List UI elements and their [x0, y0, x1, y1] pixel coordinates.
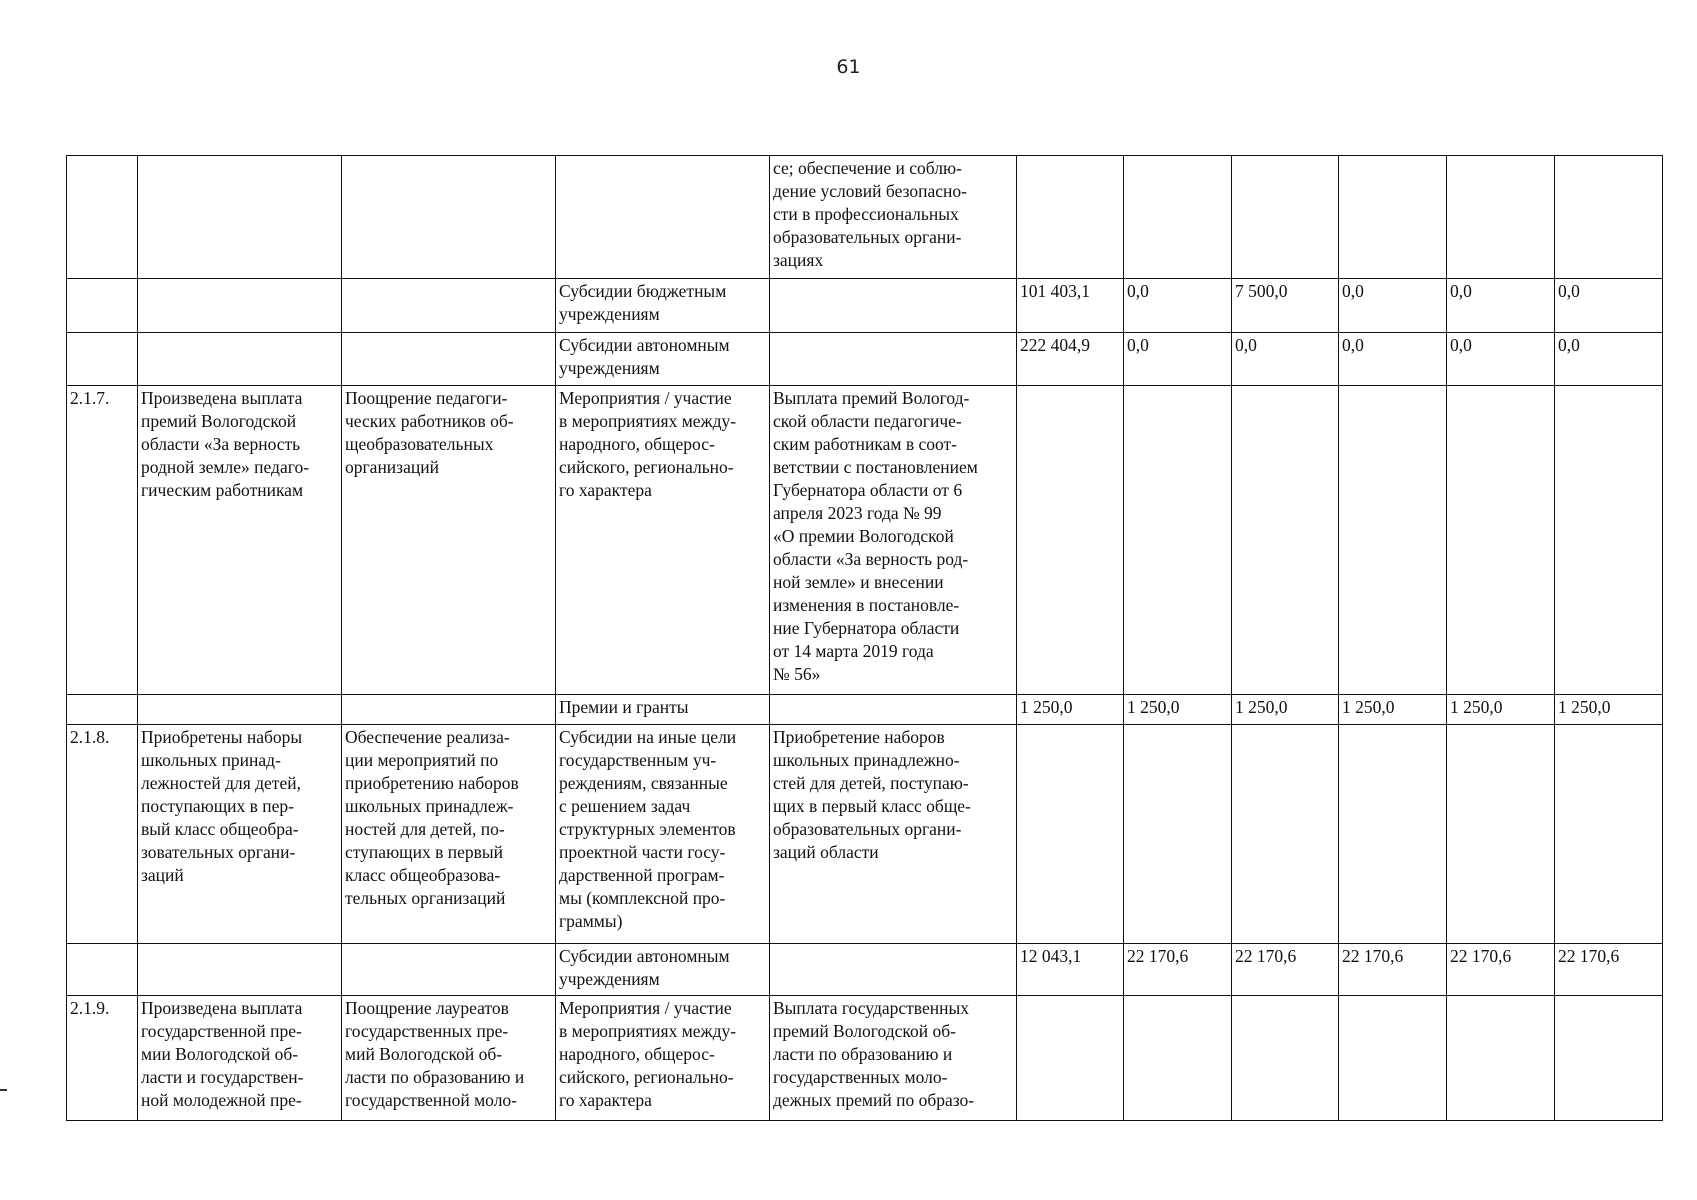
amount-cell-4 — [1339, 725, 1447, 944]
result-cell — [138, 695, 342, 725]
expense-type-cell: Мероприятия / участие в мероприятиях между- народного, общерос- сийского, регионально- го характера — [556, 996, 770, 1121]
result-cell — [138, 944, 342, 996]
result-cell — [138, 156, 342, 279]
budget-table — [66, 155, 1663, 1121]
row-number-cell — [67, 944, 138, 996]
result-cell: Произведена выплата премий Вологодской области «За верность родной земле» педаго- гическим работникам — [138, 386, 342, 695]
expense-type-cell: Субсидии автономным учреждениям — [556, 944, 770, 996]
amount-cell-4 — [1339, 156, 1447, 279]
task-cell: Обеспечение реализа- ции мероприятий по приобретению наборов школьных принадлеж- ностей для детей, по- ступающих в первый класс общеобразова- тельных организаций — [342, 725, 556, 944]
amount-cell-5 — [1447, 386, 1555, 695]
table-row — [67, 386, 1663, 695]
amount-cell-2 — [1124, 996, 1232, 1121]
amount-cell-5 — [1447, 725, 1555, 944]
row-number-cell: 2.1.7. — [67, 386, 138, 695]
amount-cell-4: 22 170,6 — [1339, 944, 1447, 996]
amount-cell-3: 7 500,0 — [1232, 279, 1339, 333]
amount-cell-1 — [1017, 156, 1124, 279]
table-row — [67, 695, 1663, 725]
row-number-cell — [67, 695, 138, 725]
amount-cell-2: 22 170,6 — [1124, 944, 1232, 996]
task-cell: Поощрение лауреатов государственных пре- мий Вологодской об- ласти по образованию и государственной моло- — [342, 996, 556, 1121]
amount-cell-3: 22 170,6 — [1232, 944, 1339, 996]
amount-cell-2 — [1124, 156, 1232, 279]
expense-type-cell: Мероприятия / участие в мероприятиях между- народного, общерос- сийского, регионально- го характера — [556, 386, 770, 695]
row-number-cell — [67, 333, 138, 386]
amount-cell-6 — [1555, 156, 1663, 279]
amount-cell-3 — [1232, 156, 1339, 279]
result-cell: Произведена выплата государственной пре- мии Вологодской об- ласти и государствен- ной молодежной пре- — [138, 996, 342, 1121]
amount-cell-1 — [1017, 996, 1124, 1121]
amount-cell-6 — [1555, 386, 1663, 695]
amount-cell-3 — [1232, 725, 1339, 944]
task-cell — [342, 156, 556, 279]
table-row — [67, 725, 1663, 944]
amount-cell-1 — [1017, 386, 1124, 695]
expense-type-cell: Субсидии на иные цели государственным уч- реждениям, связанные с решением задач структурных элементов проектной части госу- дарственной програм- мы (комплексной про- граммы) — [556, 725, 770, 944]
description-cell — [770, 279, 1017, 333]
expense-type-cell: Субсидии бюджетным учреждениям — [556, 279, 770, 333]
description-cell — [770, 695, 1017, 725]
amount-cell-1: 222 404,9 — [1017, 333, 1124, 386]
result-cell — [138, 279, 342, 333]
amount-cell-6 — [1555, 996, 1663, 1121]
amount-cell-5 — [1447, 156, 1555, 279]
table-body — [67, 156, 1663, 1121]
amount-cell-3: 0,0 — [1232, 333, 1339, 386]
table-row — [67, 156, 1663, 279]
amount-cell-4 — [1339, 386, 1447, 695]
amount-cell-1: 101 403,1 — [1017, 279, 1124, 333]
amount-cell-6: 22 170,6 — [1555, 944, 1663, 996]
description-cell: се; обеспечение и соблю- дение условий безопасно- сти в профессиональных образовательных органи- зациях — [770, 156, 1017, 279]
amount-cell-2: 0,0 — [1124, 279, 1232, 333]
amount-cell-1: 1 250,0 — [1017, 695, 1124, 725]
margin-mark — [0, 1089, 7, 1091]
amount-cell-5: 1 250,0 — [1447, 695, 1555, 725]
amount-cell-3 — [1232, 386, 1339, 695]
description-cell: Выплата премий Вологод- ской области педагогиче- ским работникам в соот- ветствии с постановлением Губернатора области от 6 апреля 2023 года № 99 «О премии Вологодской области «За верность род- ной земле» и внесении изменения в постановле- ние Губернатора области от 14 марта 2019 года № 56» — [770, 386, 1017, 695]
amount-cell-4: 0,0 — [1339, 333, 1447, 386]
amount-cell-5: 0,0 — [1447, 279, 1555, 333]
amount-cell-2 — [1124, 386, 1232, 695]
result-cell — [138, 333, 342, 386]
row-number-cell: 2.1.8. — [67, 725, 138, 944]
expense-type-cell — [556, 156, 770, 279]
amount-cell-3: 1 250,0 — [1232, 695, 1339, 725]
amount-cell-2 — [1124, 725, 1232, 944]
table-row — [67, 996, 1663, 1121]
amount-cell-5 — [1447, 996, 1555, 1121]
page-number: 61 — [836, 56, 861, 78]
amount-cell-5: 0,0 — [1447, 333, 1555, 386]
description-cell: Приобретение наборов школьных принадлежно- стей для детей, поступаю- щих в первый класс обще- образовательных органи- заций области — [770, 725, 1017, 944]
amount-cell-4 — [1339, 996, 1447, 1121]
task-cell — [342, 944, 556, 996]
row-number-cell — [67, 279, 138, 333]
expense-type-cell: Премии и гранты — [556, 695, 770, 725]
amount-cell-6 — [1555, 725, 1663, 944]
amount-cell-1 — [1017, 725, 1124, 944]
amount-cell-2: 0,0 — [1124, 333, 1232, 386]
task-cell: Поощрение педагоги- ческих работников об- щеобразовательных организаций — [342, 386, 556, 695]
row-number-cell — [67, 156, 138, 279]
expense-type-cell: Субсидии автономным учреждениям — [556, 333, 770, 386]
table-row — [67, 944, 1663, 996]
amount-cell-1: 12 043,1 — [1017, 944, 1124, 996]
amount-cell-6: 1 250,0 — [1555, 695, 1663, 725]
description-cell — [770, 333, 1017, 386]
description-cell: Выплата государственных премий Вологодской об- ласти по образованию и государственных моло- дежных премий по образо- — [770, 996, 1017, 1121]
amount-cell-3 — [1232, 996, 1339, 1121]
amount-cell-6: 0,0 — [1555, 279, 1663, 333]
amount-cell-4: 0,0 — [1339, 279, 1447, 333]
row-number-cell: 2.1.9. — [67, 996, 138, 1121]
result-cell: Приобретены наборы школьных принад- лежностей для детей, поступающих в пер- вый класс общеобра- зовательных органи- заций — [138, 725, 342, 944]
amount-cell-5: 22 170,6 — [1447, 944, 1555, 996]
task-cell — [342, 695, 556, 725]
amount-cell-4: 1 250,0 — [1339, 695, 1447, 725]
amount-cell-2: 1 250,0 — [1124, 695, 1232, 725]
table-row — [67, 279, 1663, 333]
description-cell — [770, 944, 1017, 996]
amount-cell-6: 0,0 — [1555, 333, 1663, 386]
task-cell — [342, 279, 556, 333]
task-cell — [342, 333, 556, 386]
table-row — [67, 333, 1663, 386]
